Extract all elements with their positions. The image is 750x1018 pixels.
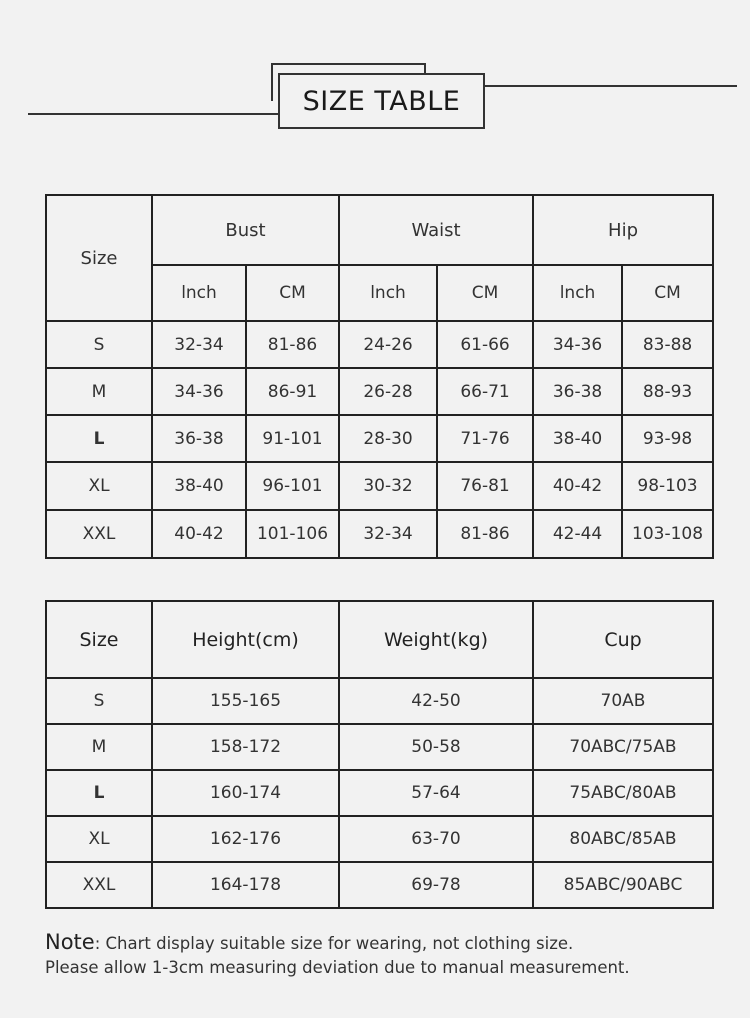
table-cell: 70AB — [533, 678, 713, 724]
table-row — [46, 678, 713, 724]
bust-header: Bust — [152, 195, 339, 265]
table-cell: 30-32 — [339, 462, 437, 510]
table-cell: 36-38 — [152, 415, 246, 462]
table-cell: 75ABC/80AB — [533, 770, 713, 816]
note-line-1 — [45, 930, 735, 956]
size-cell: XL — [46, 462, 152, 510]
table-cell: 66-71 — [437, 368, 533, 415]
note — [45, 930, 735, 980]
size-cell: S — [46, 321, 152, 368]
table-row — [46, 321, 713, 368]
table-cell: 40-42 — [152, 510, 246, 558]
table-cell: 86-91 — [246, 368, 339, 415]
size-cell: XXL — [46, 862, 152, 908]
table-cell: 76-81 — [437, 462, 533, 510]
table-row — [46, 510, 713, 558]
table-row — [46, 724, 713, 770]
table-cell: 155-165 — [152, 678, 339, 724]
table-cell: 57-64 — [339, 770, 533, 816]
hip-header: Hip — [533, 195, 713, 265]
measurement-table — [45, 194, 714, 559]
table-cell: 88-93 — [622, 368, 713, 415]
table-cell: 158-172 — [152, 724, 339, 770]
table-cell: 32-34 — [152, 321, 246, 368]
size-cell: M — [46, 368, 152, 415]
table-cell: 80ABC/85AB — [533, 816, 713, 862]
table-cell: 40-42 — [533, 462, 622, 510]
title-line-right — [484, 85, 737, 87]
weight-header: Weight(kg) — [339, 601, 533, 678]
table-row — [46, 816, 713, 862]
unit-header: lnch — [339, 265, 437, 321]
table-cell: 34-36 — [152, 368, 246, 415]
table-cell: 69-78 — [339, 862, 533, 908]
table-row — [46, 415, 713, 462]
table-cell: 28-30 — [339, 415, 437, 462]
unit-header: lnch — [152, 265, 246, 321]
table-cell: 81-86 — [437, 510, 533, 558]
page-title: SIZE TABLE — [302, 85, 461, 117]
table-row — [46, 368, 713, 415]
height-header: Height(cm) — [152, 601, 339, 678]
table-cell: 70ABC/75AB — [533, 724, 713, 770]
table-cell: 32-34 — [339, 510, 437, 558]
table-cell: 81-86 — [246, 321, 339, 368]
table-cell: 42-44 — [533, 510, 622, 558]
table-cell: 38-40 — [152, 462, 246, 510]
size-cell: L — [46, 770, 152, 816]
size-cell: S — [46, 678, 152, 724]
table-cell: 50-58 — [339, 724, 533, 770]
size-cell: XL — [46, 816, 152, 862]
table-cell: 61-66 — [437, 321, 533, 368]
table-cell: 63-70 — [339, 816, 533, 862]
table-cell: 98-103 — [622, 462, 713, 510]
table-cell: 71-76 — [437, 415, 533, 462]
table-cell: 34-36 — [533, 321, 622, 368]
table-cell: 85ABC/90ABC — [533, 862, 713, 908]
table-cell: 38-40 — [533, 415, 622, 462]
table-cell: 36-38 — [533, 368, 622, 415]
size-cell: L — [46, 415, 152, 462]
title-line-left — [28, 113, 306, 115]
table-cell: 91-101 — [246, 415, 339, 462]
table-cell: 83-88 — [622, 321, 713, 368]
table-cell: 93-98 — [622, 415, 713, 462]
unit-header: CM — [622, 265, 713, 321]
size-header: Size — [46, 195, 152, 321]
table-cell: 101-106 — [246, 510, 339, 558]
table-cell: 24-26 — [339, 321, 437, 368]
table-cell: 42-50 — [339, 678, 533, 724]
waist-header: Waist — [339, 195, 533, 265]
title-box — [278, 73, 485, 129]
table-row — [46, 770, 713, 816]
table-row — [46, 462, 713, 510]
size-cell: XXL — [46, 510, 152, 558]
note-text-2: Please allow 1-3cm measuring deviation due to manual measurement. — [45, 958, 630, 977]
title-area — [0, 0, 750, 140]
table-cell: 164-178 — [152, 862, 339, 908]
unit-header: CM — [246, 265, 339, 321]
size-header: Size — [46, 601, 152, 678]
table-cell: 96-101 — [246, 462, 339, 510]
unit-header: lnch — [533, 265, 622, 321]
table-cell: 26-28 — [339, 368, 437, 415]
body-size-table — [45, 600, 714, 909]
table-cell: 162-176 — [152, 816, 339, 862]
note-label: Note — [45, 930, 95, 954]
unit-header: CM — [437, 265, 533, 321]
size-cell: M — [46, 724, 152, 770]
table-cell: 103-108 — [622, 510, 713, 558]
note-text-1: : Chart display suitable size for wearing, not clothing size. — [94, 934, 574, 953]
table-cell: 160-174 — [152, 770, 339, 816]
table-row — [46, 862, 713, 908]
cup-header: Cup — [533, 601, 713, 678]
